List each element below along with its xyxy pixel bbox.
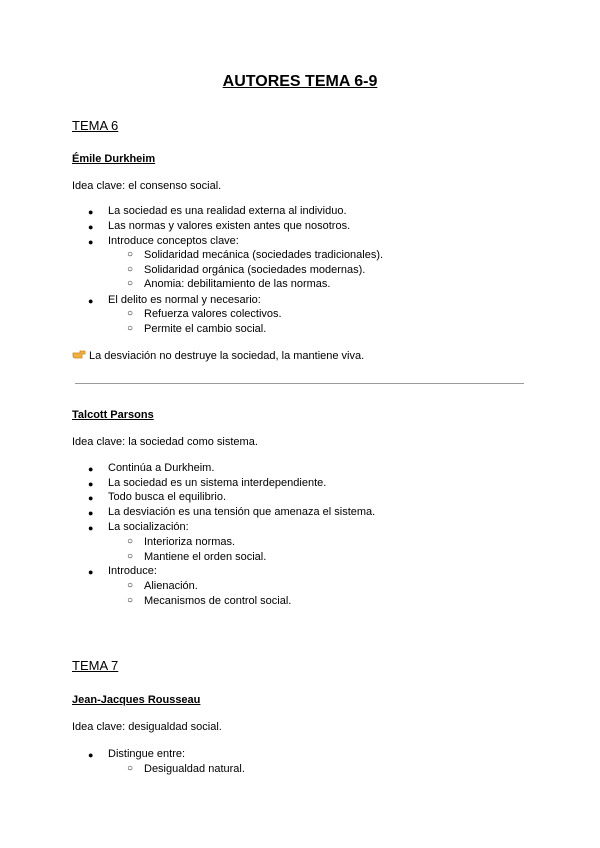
idea-clave-durkheim: Idea clave: el consenso social. — [72, 180, 222, 192]
bullet-dot: ● — [88, 523, 94, 533]
bullet-dot: ● — [88, 479, 94, 489]
bullet-dot: ● — [88, 207, 94, 217]
bullet-dot: ● — [88, 237, 94, 247]
list-subitem: Permite el cambio social. — [144, 323, 267, 335]
list-item: Todo busca el equilibrio. — [108, 491, 227, 503]
document-title: AUTORES TEMA 6-9 — [222, 73, 378, 90]
bullet-dot: ● — [88, 493, 94, 503]
list-subitem: Alienación. — [144, 580, 198, 592]
list-item: La socialización: — [108, 521, 189, 533]
bullet-dot: ● — [88, 567, 94, 577]
bullet-circle: ○ — [127, 308, 134, 319]
author-durkheim: Émile Durkheim — [72, 153, 156, 165]
section-heading-tema-7: TEMA 7 — [72, 658, 119, 673]
note-text: La desviación no destruye la sociedad, la mantiene viva. — [89, 350, 365, 362]
list-subitem: Interioriza normas. — [144, 536, 236, 548]
list-subitem: Solidaridad mecánica (sociedades tradicionales). — [144, 249, 384, 261]
author-parsons: Talcott Parsons — [72, 409, 154, 421]
bullet-circle: ○ — [127, 536, 134, 547]
list-item: La sociedad es un sistema interdependiente. — [108, 477, 327, 489]
list-subitem: Mecanismos de control social. — [144, 595, 292, 607]
list-item: La desviación es una tensión que amenaza el sistema. — [108, 506, 376, 518]
bullet-dot: ● — [88, 296, 94, 306]
idea-clave-parsons: Idea clave: la sociedad como sistema. — [72, 436, 258, 448]
list-item: Distingue entre: — [108, 748, 186, 760]
bullet-dot: ● — [88, 508, 94, 518]
list-item: El delito es normal y necesario: — [108, 294, 261, 306]
bullet-circle: ○ — [127, 595, 134, 606]
bullet-dot: ● — [88, 222, 94, 232]
list-item: Las normas y valores existen antes que nosotros. — [108, 220, 351, 232]
pointing-hand-icon — [72, 349, 86, 362]
bullet-circle: ○ — [127, 763, 134, 774]
note-durkheim — [72, 349, 364, 362]
section-heading-tema-6: TEMA 6 — [72, 118, 119, 133]
idea-clave-rousseau: Idea clave: desigualdad social. — [72, 721, 222, 733]
horizontal-divider — [75, 383, 524, 384]
bullet-dot: ● — [88, 464, 94, 474]
bullet-circle: ○ — [127, 580, 134, 591]
bullet-circle: ○ — [127, 264, 134, 275]
bullet-circle: ○ — [127, 323, 134, 334]
bullet-circle: ○ — [127, 551, 134, 562]
bullet-dot: ● — [88, 750, 94, 760]
author-rousseau: Jean-Jacques Rousseau — [72, 694, 201, 706]
list-subitem: Refuerza valores colectivos. — [144, 308, 282, 320]
bullet-circle: ○ — [127, 278, 134, 289]
list-subitem: Solidaridad orgánica (sociedades modernas). — [144, 264, 366, 276]
list-subitem: Desigualdad natural. — [144, 763, 245, 775]
list-item: Introduce: — [108, 565, 157, 577]
list-subitem: Anomia: debilitamiento de las normas. — [144, 278, 331, 290]
bullet-circle: ○ — [127, 249, 134, 260]
list-item: Introduce conceptos clave: — [108, 235, 239, 247]
list-item: Continúa a Durkheim. — [108, 462, 215, 474]
list-subitem: Mantiene el orden social. — [144, 551, 267, 563]
list-item: La sociedad es una realidad externa al individuo. — [108, 205, 347, 217]
